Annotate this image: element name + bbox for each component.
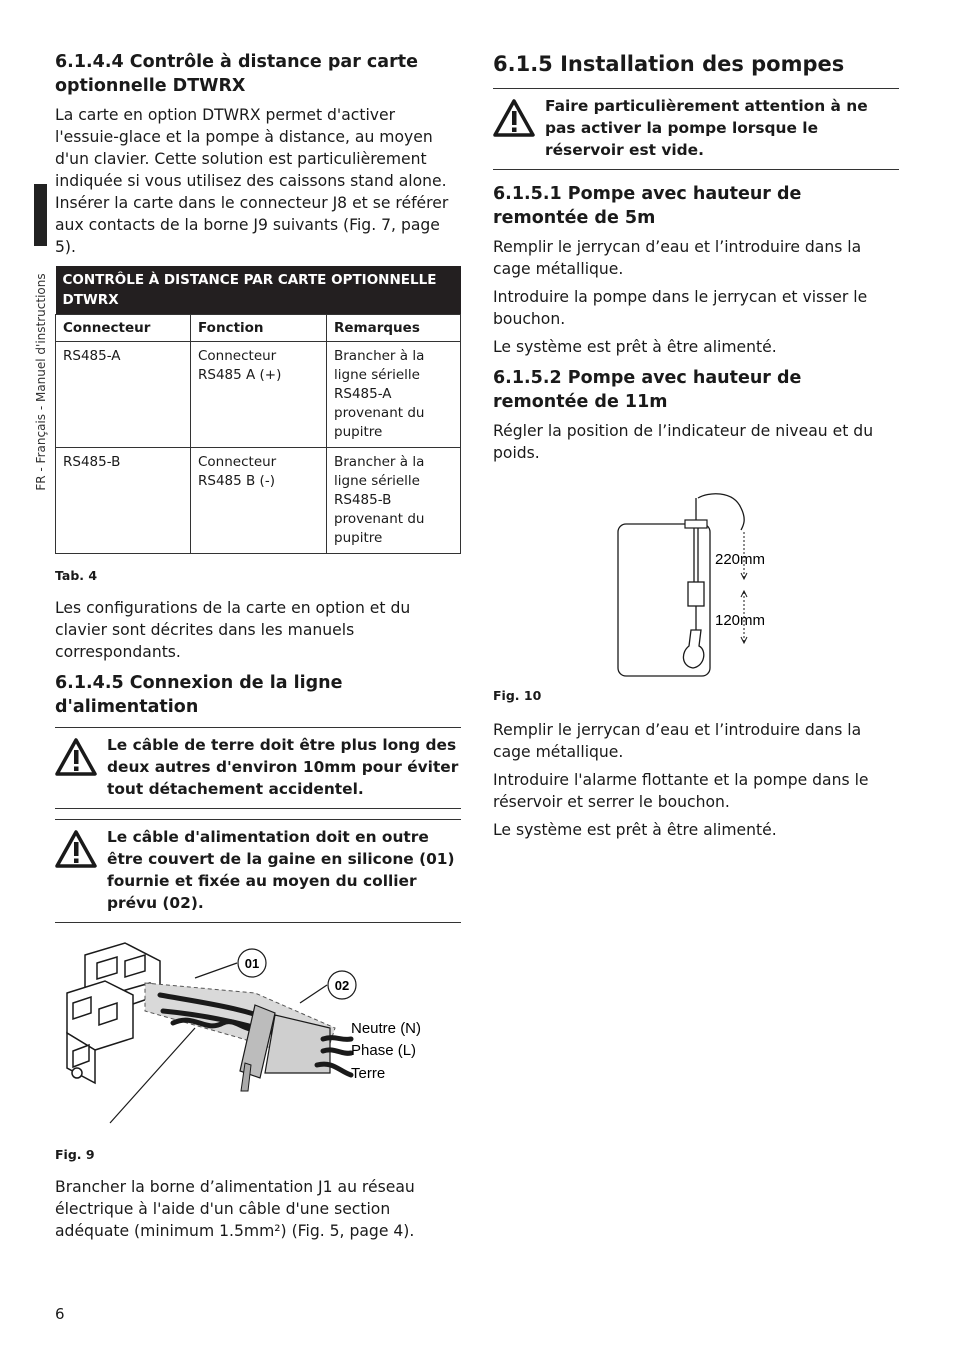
table-cell: RS485-A — [56, 342, 191, 448]
left-column — [55, 50, 461, 1248]
warning-silicone-sheath — [55, 819, 461, 923]
section-title-6-1-4-5: 6.1.4.5 Connexion de la ligne d'alimentation — [55, 673, 343, 717]
section-title-6-1-5-1: 6.1.5.1 Pompe avec hauteur de remontée de 5m — [493, 184, 802, 228]
table-row — [56, 448, 461, 554]
label-phase: Phase (L) — [351, 1042, 417, 1059]
paragraph: Remplir le jerrycan d’eau et l’introduire dans la cage métallique. — [493, 238, 862, 278]
figure-10-caption: Fig. 10 — [493, 688, 542, 703]
table-header-fonction: Fonction — [191, 315, 327, 342]
table-title: CONTRÔLE À DISTANCE PAR CARTE OPTIONNELLE DTWRX — [56, 266, 461, 315]
label-earth: Terre — [351, 1065, 386, 1082]
paragraph: Introduire la pompe dans le jerrycan et visser le bouchon. — [493, 288, 868, 328]
right-column — [493, 50, 899, 847]
configurations-paragraph: Les configurations de la carte en option et du clavier sont décrites dans les manuels correspondants. — [55, 599, 411, 661]
table-caption: Tab. 4 — [55, 568, 98, 583]
paragraph: Régler la position de l’indicateur de niveau et du poids. — [493, 422, 874, 462]
paragraph: Le système est prêt à être alimenté. — [493, 338, 777, 356]
section-title-6-1-4-4: 6.1.4.4 Contrôle à distance par carte optionnelle DTWRX — [55, 52, 418, 96]
callout-02: 02 — [334, 978, 350, 993]
paragraph: Introduire l'alarme flottante et la pompe dans le réservoir et serrer le bouchon. — [493, 771, 869, 811]
table-cell: RS485-B — [56, 448, 191, 554]
table-cell: Connecteur RS485 B (-) — [191, 448, 327, 554]
table-cell: Connecteur RS485 A (+) — [191, 342, 327, 448]
dimension-220mm: 220mm — [715, 551, 766, 568]
label-neutral: Neutre (N) — [351, 1020, 422, 1037]
figure-9-cable-illustration — [55, 933, 461, 1133]
dtwrx-table — [55, 266, 461, 554]
paragraph: Remplir le jerrycan d’eau et l’introduire dans la cage métallique. — [493, 721, 862, 761]
warning-icon — [55, 734, 97, 800]
power-cable-drawing — [55, 933, 461, 1133]
table-cell: Brancher à la ligne sérielle RS485-A provenant du pupitre — [327, 342, 461, 448]
pump-level-drawing — [493, 470, 899, 680]
warning-text: Le câble d'alimentation doit en outre être couvert de la gaine en silicone (01) fournie et fixée au moyen du collier prévu (02). — [107, 828, 455, 912]
section-title-6-1-5: 6.1.5 Installation des pompes — [493, 52, 845, 76]
figure-9-caption: Fig. 9 — [55, 1147, 95, 1162]
section-title-6-1-5-2: 6.1.5.2 Pompe avec hauteur de remontée de 11m — [493, 368, 802, 412]
dimension-120mm: 120mm — [715, 612, 766, 629]
table-header-connecteur: Connecteur — [56, 315, 191, 342]
table-row — [56, 342, 461, 448]
table-cell: Brancher à la ligne sérielle RS485-B provenant du pupitre — [327, 448, 461, 554]
power-terminal-paragraph: Brancher la borne d’alimentation J1 au réseau électrique à l'aide d'un câble d'une section adéquate (minimum 1.5mm²) (Fig. 5, page 4). — [55, 1178, 415, 1240]
table-header-remarques: Remarques — [327, 315, 461, 342]
warning-text: Le câble de terre doit être plus long des deux autres d'environ 10mm pour éviter tout détachement accidentel. — [107, 736, 459, 798]
figure-10-pump-illustration — [493, 470, 899, 680]
warning-text: Faire particulièrement attention à ne pas activer la pompe lorsque le réservoir est vide. — [545, 97, 868, 159]
section-body-6-1-4-4: La carte en option DTWRX permet d'activer l'essuie-glace et la pompe à distance, au moyen d'un clavier. Cette solution est particulièrement indiquée si vous utilisez des caissons stand alone. Insérer la carte dans le connecteur J8 et se référer aux contacts de la borne J9 suivants (Fig. 7, page 5). — [55, 106, 449, 256]
page-number: 6 — [55, 1305, 65, 1323]
paragraph: Le système est prêt à être alimenté. — [493, 821, 777, 839]
side-label: FR - Français - Manuel d'instructions — [34, 273, 48, 491]
callout-01: 01 — [244, 956, 260, 971]
warning-icon — [55, 826, 97, 914]
warning-icon — [493, 95, 535, 161]
warning-ground-cable — [55, 727, 461, 809]
warning-empty-tank — [493, 88, 899, 170]
side-tab-marker — [34, 184, 47, 246]
